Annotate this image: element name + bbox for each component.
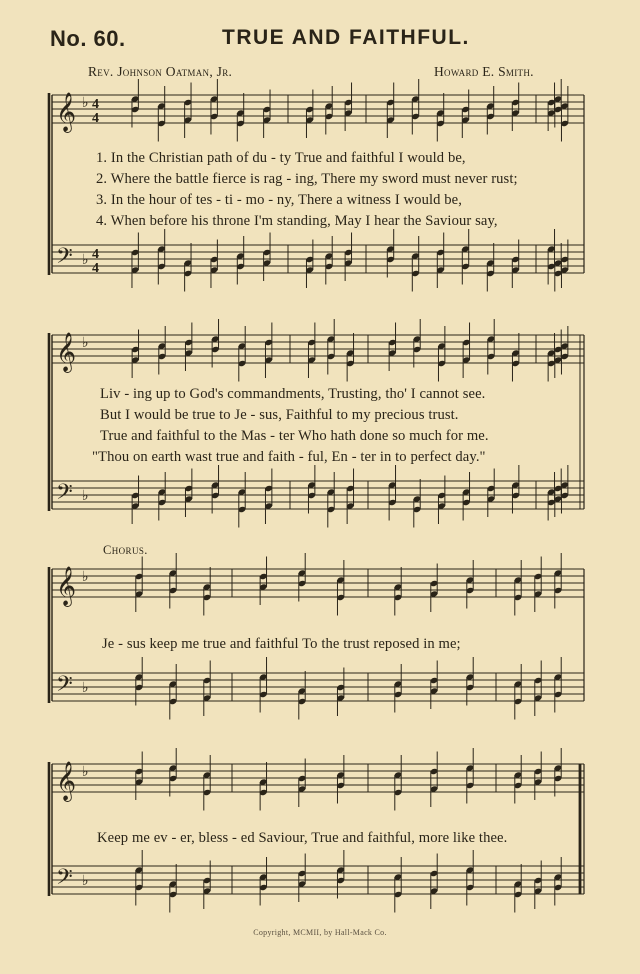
chorus-label: Chorus. xyxy=(103,543,148,557)
time-signature-bottom: 4 xyxy=(92,111,99,126)
hymn-number: No. 60. xyxy=(50,26,126,51)
verse-1-line-1: 1. In the Christian path of du - ty True and faithful I would be, xyxy=(96,150,466,166)
chorus-lyric-2: Keep me ev - er, bless - ed Saviour, True and faithful, more like thee. xyxy=(97,830,508,846)
lyricist-credit: Rev. Johnson Oatman, Jr. xyxy=(88,64,233,79)
verse-3-line-1: 3. In the hour of tes - ti - mo - ny, There a witness I would be, xyxy=(96,192,462,208)
system-1-bass-clef: 𝄢 xyxy=(56,244,73,274)
hymn-title: TRUE AND FAITHFUL. xyxy=(222,26,470,49)
system-2-key-flat: ♭ xyxy=(82,488,89,504)
time-signature-top: 4 xyxy=(92,97,99,112)
system-1-treble-clef: 𝄞 xyxy=(56,92,77,132)
system-3-treble-clef: 𝄞 xyxy=(56,566,77,606)
system-1-key-flat: ♭ xyxy=(82,252,89,268)
verse-3-line-2: True and faithful to the Mas - ter Who hath done so much for me. xyxy=(100,428,489,444)
system-3-key-flat: ♭ xyxy=(82,569,89,585)
time-signature-bottom: 4 xyxy=(92,261,99,276)
system-2-key-flat: ♭ xyxy=(82,335,89,351)
system-3-bass-clef: 𝄢 xyxy=(56,672,73,702)
system-3-key-flat: ♭ xyxy=(82,680,89,696)
verse-2-line-2: But I would be true to Je - sus, Faithful to my precious trust. xyxy=(100,407,459,423)
time-signature-top: 4 xyxy=(92,247,99,262)
system-4-key-flat: ♭ xyxy=(82,764,89,780)
system-4-bass-clef: 𝄢 xyxy=(56,865,73,895)
system-2-treble-clef: 𝄞 xyxy=(56,332,77,372)
verse-1-line-2: Liv - ing up to God's commandments, Trusting, tho' I cannot see. xyxy=(100,386,486,402)
verse-4-line-2: "Thou on earth wast true and faith - ful, En - ter in to perfect day." xyxy=(92,449,486,465)
system-4-treble-clef: 𝄞 xyxy=(56,761,77,801)
system-4-key-flat: ♭ xyxy=(82,873,89,889)
verse-4-line-1: 4. When before his throne I'm standing, May I hear the Saviour say, xyxy=(96,213,498,229)
verse-2-line-1: 2. Where the battle fierce is rag - ing, There my sword must never rust; xyxy=(96,171,518,187)
copyright-notice: Copyright, MCMII, by Hall-Mack Co. xyxy=(253,928,387,937)
system-1-key-flat: ♭ xyxy=(82,95,89,111)
chorus-lyric-1: Je - sus keep me true and faithful To the trust reposed in me; xyxy=(102,636,461,652)
composer-credit: Howard E. Smith. xyxy=(434,64,534,79)
system-2-bass-clef: 𝄢 xyxy=(56,480,73,510)
